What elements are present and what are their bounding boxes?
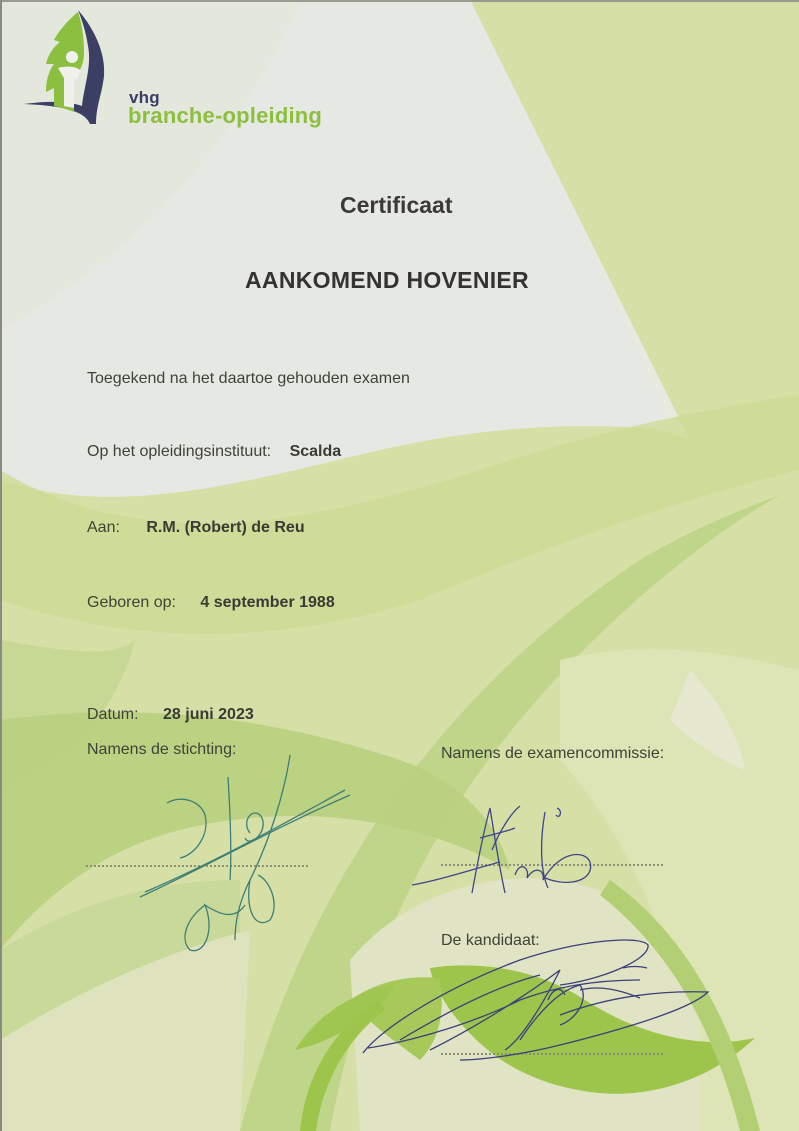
date-value: 28 juni 2023 bbox=[163, 706, 254, 723]
born-line bbox=[87, 594, 335, 612]
vhg-leaf-person-logo-icon bbox=[22, 6, 132, 131]
institute-label: Op het opleidingsinstituut: bbox=[87, 443, 272, 460]
date-label: Datum: bbox=[87, 706, 139, 723]
born-value: 4 september 1988 bbox=[200, 594, 335, 611]
logo bbox=[22, 6, 342, 131]
committee-signature-line bbox=[441, 864, 663, 866]
foundation-signature-label: Namens de stichting: bbox=[87, 741, 237, 758]
born-label: Geboren op: bbox=[87, 594, 176, 611]
logo-brand-text: branche-opleiding bbox=[128, 103, 323, 128]
awarded-text: Toegekend na het daartoe gehouden examen bbox=[87, 370, 410, 387]
scan-edge-top bbox=[0, 0, 799, 2]
certificate-title: Certificaat bbox=[340, 192, 453, 218]
candidate-signature-line bbox=[441, 1053, 663, 1055]
recipient-value: R.M. (Robert) de Reu bbox=[146, 519, 305, 536]
committee-signature-label: Namens de examencommissie: bbox=[441, 745, 665, 762]
logo-vhg-text: vhg bbox=[129, 88, 160, 107]
certificate-qualification: AANKOMEND HOVENIER bbox=[245, 267, 529, 293]
scan-edge-left bbox=[0, 0, 2, 1131]
recipient-line bbox=[87, 519, 305, 537]
candidate-signature-label: De kandidaat: bbox=[441, 932, 540, 949]
foundation-signature-line bbox=[86, 865, 308, 867]
institute-value: Scalda bbox=[289, 443, 342, 460]
institute-line bbox=[87, 443, 341, 461]
date-line bbox=[87, 706, 254, 724]
recipient-label: Aan: bbox=[87, 519, 120, 536]
